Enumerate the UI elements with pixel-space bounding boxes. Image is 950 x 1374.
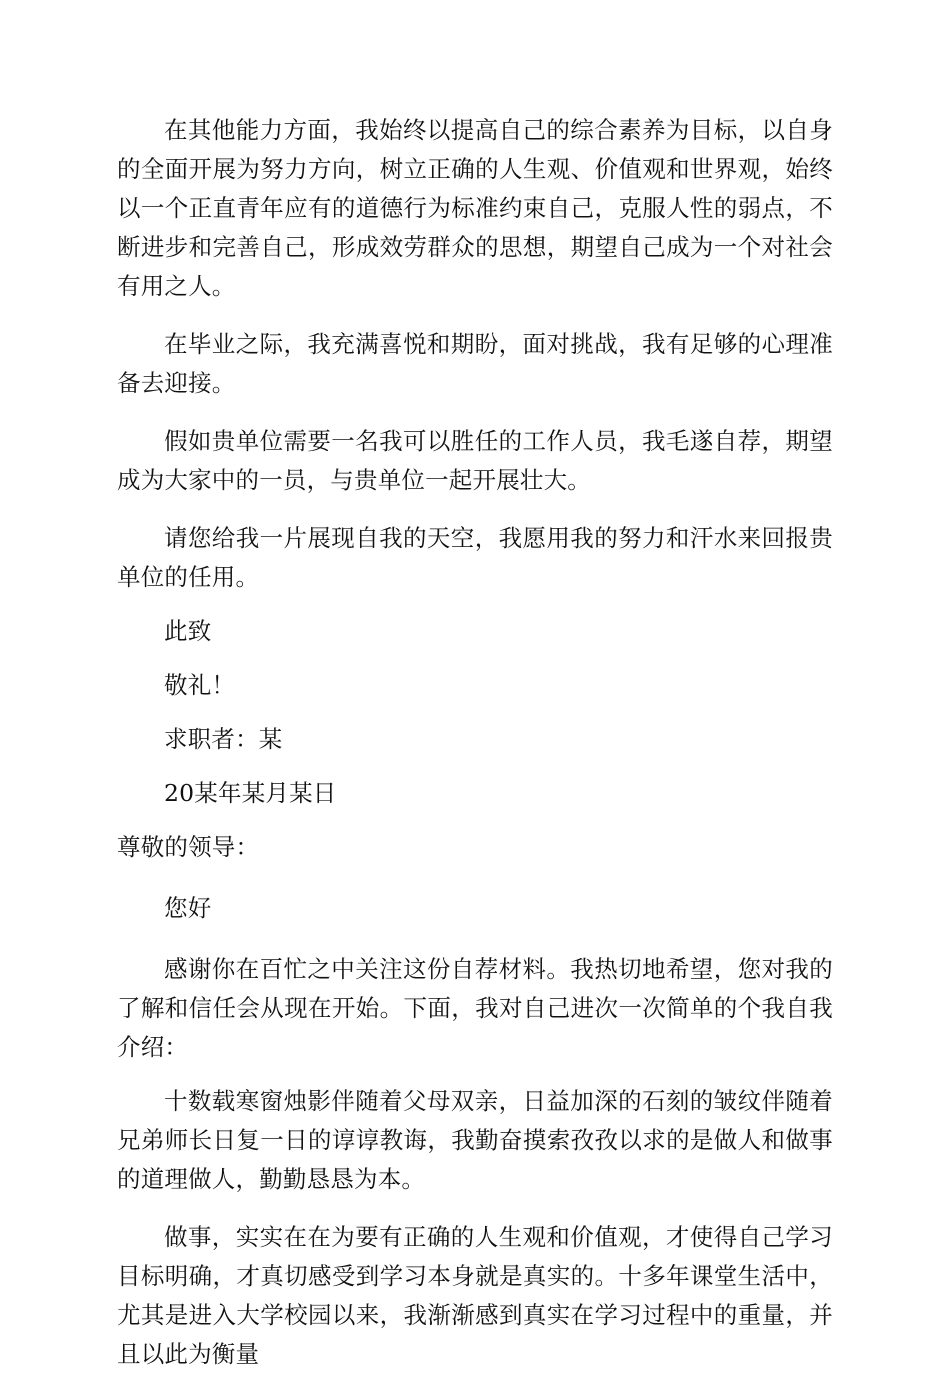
document-page (117, 111, 833, 1374)
letter-hello: 您好 (164, 894, 212, 922)
paragraph-abilities: 在其他能力方面，我始终以提高自己的综合素养为目标，以自身的全面开展为努力方向，树立正确的人生观、价值观和世界观，始终以一个正直青年应有的道德行为标准约束自己，克服人性的弱点，不断进步和完善自己，形成效劳群众的思想，期望自己成为一个对社会有用之人。 (117, 116, 833, 300)
letter-greeting: 尊敬的领导： (117, 833, 260, 861)
closing-salutation: 此致 (164, 617, 212, 645)
paragraph-background: 十数载寒窗烛影伴随着父母双亲，日益加深的石刻的皱纹伴随着兄弟师长日复一日的谆谆教诲，我勤奋摸索孜孜以求的是做人和做事的道理做人，勤勤恳恳为本。 (117, 1087, 833, 1193)
paragraph-thanks: 感谢你在百忙之中关注这份自荐材料。我热切地希望，您对我的了解和信任会从现在开始。下面，我对自己进次一次简单的个我自我介绍： (117, 955, 833, 1061)
signature-applicant: 求职者：某 (164, 725, 283, 753)
closing-regards: 敬礼！ (164, 671, 236, 699)
paragraph-graduation: 在毕业之际，我充满喜悦和期盼，面对挑战，我有足够的心理准备去迎接。 (117, 330, 833, 397)
paragraph-request: 请您给我一片展现自我的天空，我愿用我的努力和汗水来回报贵单位的任用。 (117, 524, 833, 591)
signature-date: 20某年某月某日 (164, 779, 337, 807)
paragraph-self-recommendation: 假如贵单位需要一名我可以胜任的工作人员，我毛遂自荐，期望成为大家中的一员，与贵单位一起开展壮大。 (117, 427, 833, 494)
paragraph-doing-things: 做事，实实在在为要有正确的人生观和价值观，才使得自己学习目标明确，才真切感受到学习本身就是真实的。十多年课堂生活中，尤其是进入大学校园以来，我渐渐感到真实在学习过程中的重量，并且以此为衡量 (117, 1223, 833, 1368)
